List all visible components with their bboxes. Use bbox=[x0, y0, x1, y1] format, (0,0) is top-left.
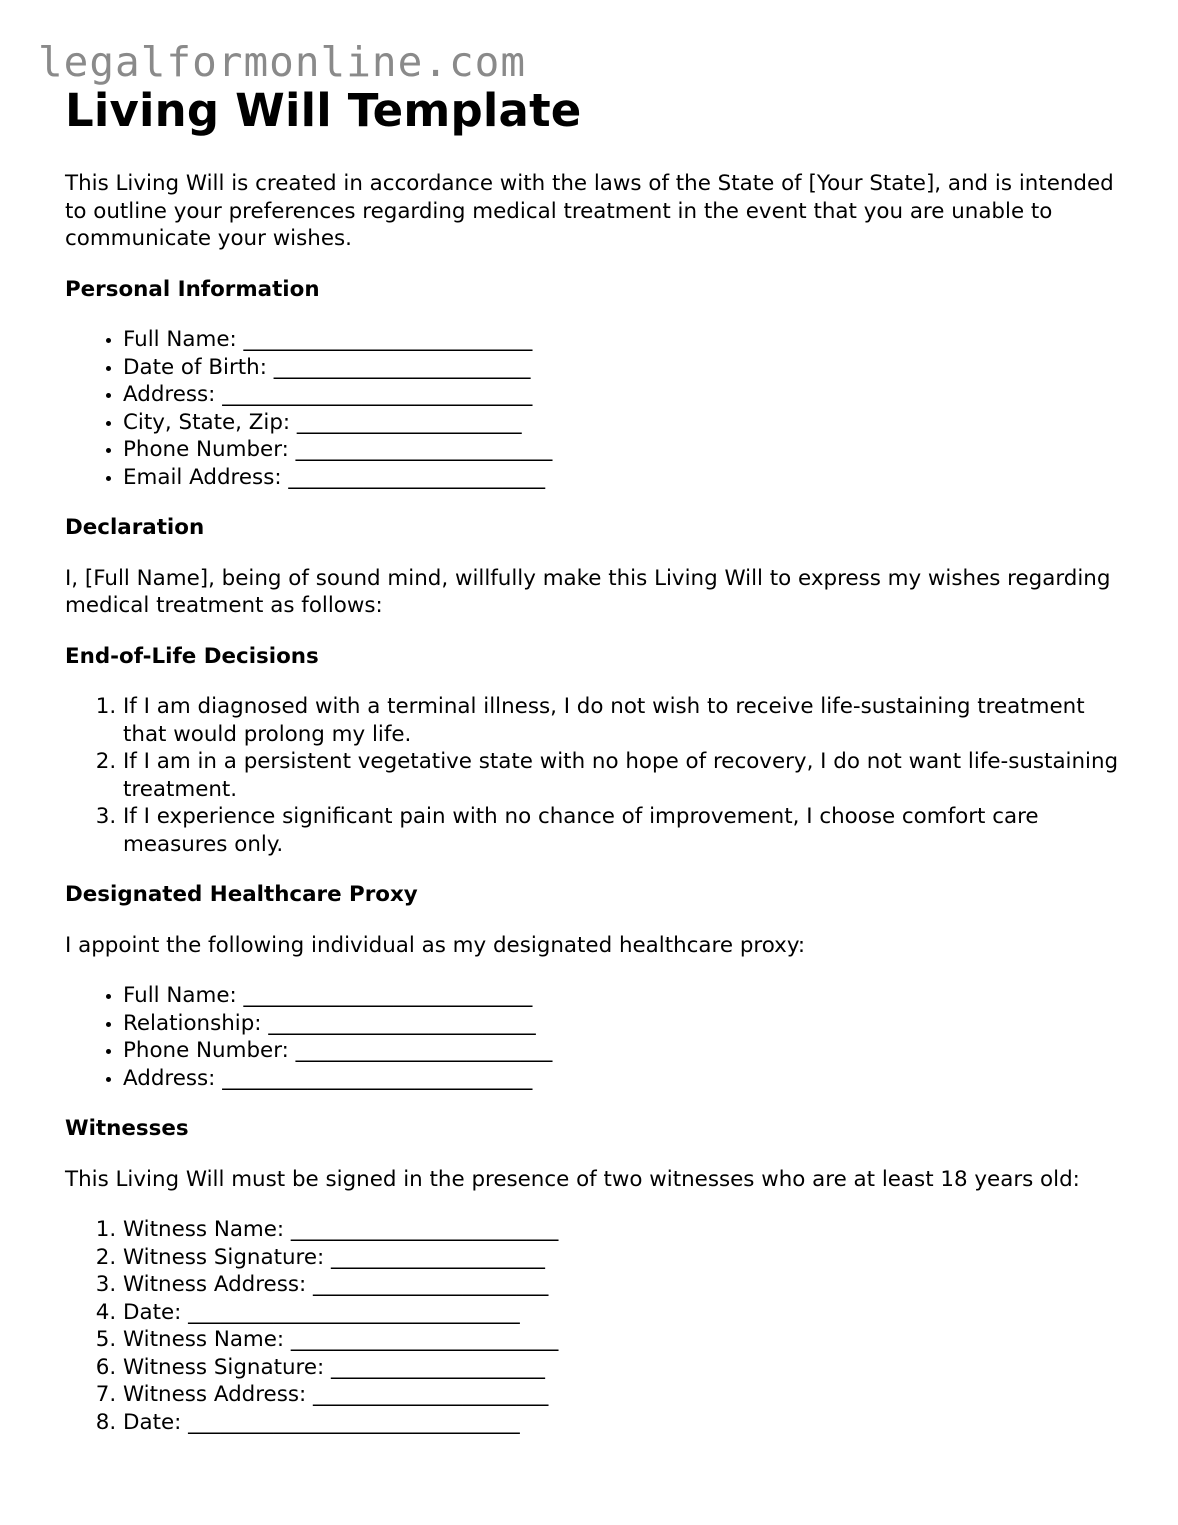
witnesses-list bbox=[65, 1216, 1125, 1436]
list-item: • Full Name: ___________________________ bbox=[123, 982, 1125, 1010]
list-item: 2. If I am in a persistent vegetative state with no hope of recovery, I do not want life-sustaining treatment. bbox=[123, 748, 1125, 803]
document bbox=[65, 84, 1125, 1436]
healthcare-proxy-heading: Designated Healthcare Proxy bbox=[65, 882, 418, 907]
healthcare-proxy-list bbox=[65, 982, 1125, 1092]
page-title: Living Will Template bbox=[65, 84, 582, 137]
personal-information-heading: Personal Information bbox=[65, 276, 320, 302]
declaration-heading: Declaration bbox=[65, 515, 205, 540]
list-item: • City, State, Zip: _____________________ bbox=[123, 409, 1125, 437]
list-item: • Address: _____________________________ bbox=[123, 381, 1125, 409]
list-item: • Date of Birth: ________________________ bbox=[123, 354, 1125, 382]
list-item: • Phone Number: ________________________ bbox=[123, 436, 1125, 464]
declaration-text: I, [Full Name], being of sound mind, willfully make this Living Will to express my wishes regarding medical treatment as follows: bbox=[65, 565, 1111, 618]
healthcare-proxy-text: I appoint the following individual as my designated healthcare proxy: bbox=[65, 932, 806, 958]
list-item: 7. Witness Address: ______________________ bbox=[123, 1381, 1125, 1409]
watermark: legalformonline.com bbox=[38, 38, 526, 86]
end-of-life-heading: End-of-Life Decisions bbox=[65, 643, 319, 669]
list-item: 2. Witness Signature: ____________________ bbox=[123, 1244, 1125, 1272]
list-item: 3. If I experience significant pain with no chance of improvement, I choose comfort care measures only. bbox=[123, 803, 1125, 858]
list-item: 3. Witness Address: ______________________ bbox=[123, 1271, 1125, 1299]
intro-paragraph: This Living Will is created in accordance with the laws of the State of [Your State], and is intended to outline your preferences regarding medical treatment in the event that you are unable to communicate your wishes. bbox=[65, 171, 1114, 251]
list-item: 1. If I am diagnosed with a terminal illness, I do not wish to receive life-sustaining treatment that would prolong my life. bbox=[123, 693, 1125, 748]
witnesses-text: This Living Will must be signed in the presence of two witnesses who are at least 18 years old: bbox=[65, 1166, 1080, 1192]
list-item: 1. Witness Name: _________________________ bbox=[123, 1216, 1125, 1244]
list-item: 8. Date: _______________________________ bbox=[123, 1409, 1125, 1437]
witnesses-heading: Witnesses bbox=[65, 1116, 189, 1141]
list-item: 5. Witness Name: _________________________ bbox=[123, 1326, 1125, 1354]
list-item: 6. Witness Signature: ____________________ bbox=[123, 1354, 1125, 1382]
personal-information-list bbox=[65, 326, 1125, 491]
list-item: • Email Address: ________________________ bbox=[123, 464, 1125, 492]
list-item: • Phone Number: ________________________ bbox=[123, 1037, 1125, 1065]
list-item: 4. Date: _______________________________ bbox=[123, 1299, 1125, 1327]
list-item: • Relationship: _________________________ bbox=[123, 1010, 1125, 1038]
list-item: • Full Name: ___________________________ bbox=[123, 326, 1125, 354]
list-item: • Address: _____________________________ bbox=[123, 1065, 1125, 1093]
end-of-life-list bbox=[65, 693, 1125, 858]
